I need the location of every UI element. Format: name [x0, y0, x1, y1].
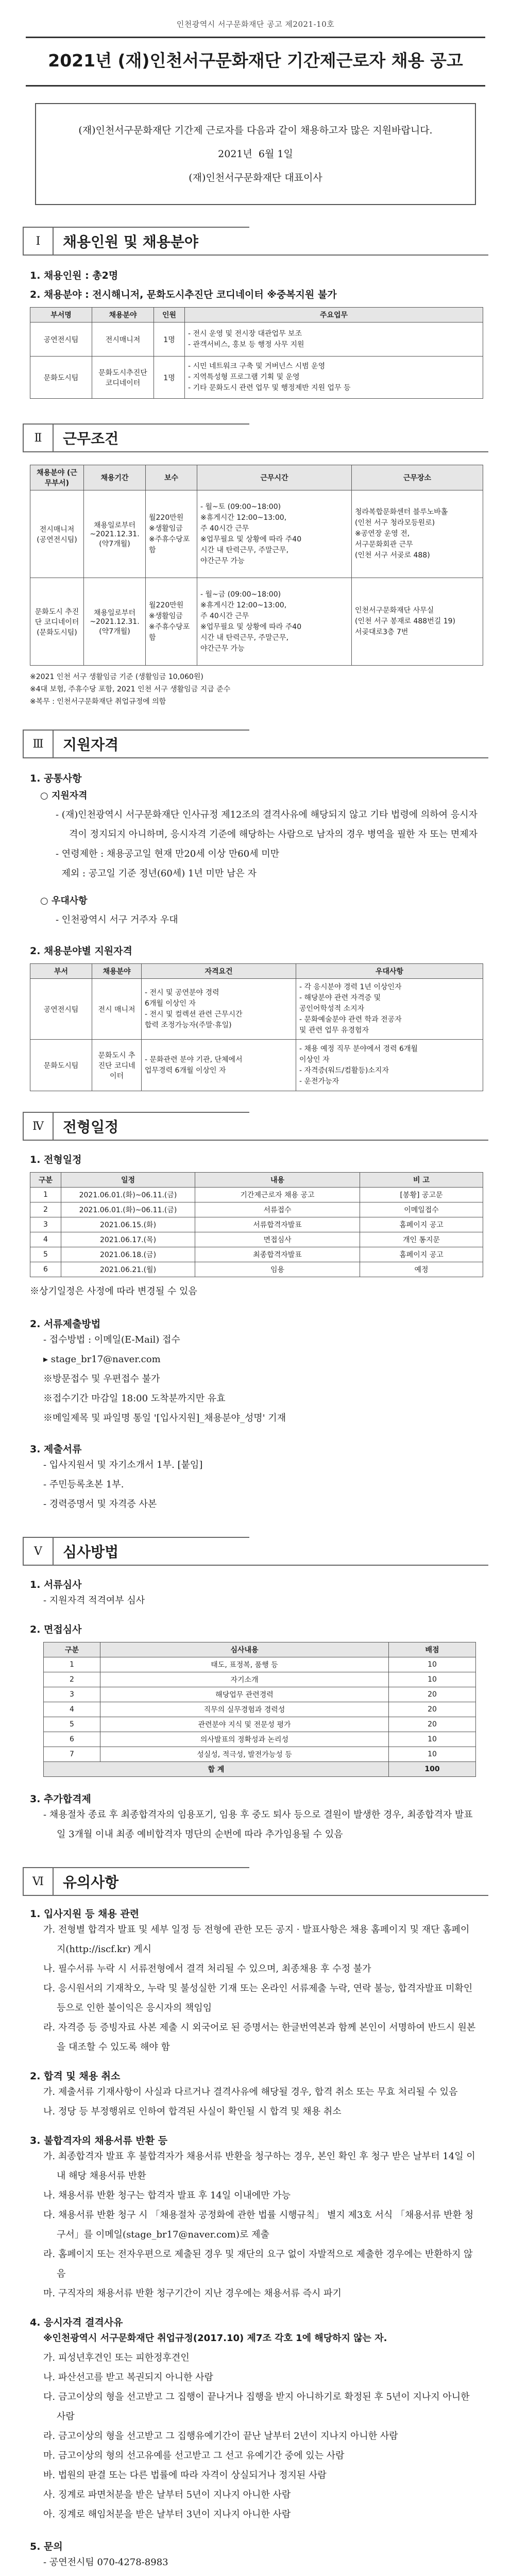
preference-text: - 인천광역시 서구 거주자 우대: [56, 914, 178, 925]
place-line: (인천 서구 청라모등원로): [355, 519, 435, 527]
note-item: 가. 전형별 합격자 발표 및 세부 일정 등 전형에 관한 모든 공지 · 발표사항은 채용 홈페이지 및 재단 홈페이지(http://iscf.kr) 게시: [43, 1924, 470, 1955]
table-row: [30, 1188, 483, 1202]
cell-preferences: [296, 979, 483, 1040]
req-line: - 전시 및 컬렉션 관련 근무시간: [145, 1010, 243, 1019]
note-item: 다. 채용서류 반환 청구 시 「채용절차 공정화에 관한 법률 시행규칙」 별지 제3호 서식 「채용서류 반환 청구서」를 이메일(stage_br17@naver.com)로 제출: [43, 2210, 474, 2240]
req-line: 합력 조정가능자(주말·휴일): [145, 1021, 232, 1029]
section-header-4: [23, 1112, 249, 1141]
table-row: [30, 578, 483, 666]
submission-title: 2. 서류제출방법: [30, 1318, 101, 1330]
table-header: 채용분야 (근무부서): [30, 465, 84, 490]
note-item: 나. 파산선고를 받고 복권되지 아니한 사람: [43, 2372, 213, 2383]
pay-line: 월220만원: [149, 601, 184, 609]
cell-no: 4: [30, 1232, 61, 1247]
apply-notes-list: [43, 1920, 488, 2057]
table-row: [44, 1717, 476, 1732]
conditions-notes: [30, 671, 488, 708]
submission-line: ※방문접수 및 우편접수 불가: [43, 1374, 160, 1384]
cell-content: 직무의 실무경험과 경력성: [100, 1702, 389, 1717]
cell-content: 성실성, 적극성, 발전가능성 등: [100, 1747, 389, 1762]
table-header: 일정: [61, 1173, 195, 1188]
cell-no: 3: [30, 1217, 61, 1232]
cell-score: 10: [389, 1747, 476, 1762]
disqualification-list: [43, 2329, 488, 2524]
preference-title: ○ 우대사항: [40, 895, 88, 906]
cell-content: 임용: [195, 1262, 360, 1277]
pay-line: 월220만원: [149, 513, 184, 522]
cancel-list: [43, 2082, 488, 2122]
cell-field: 문화도시추진단 코디네이터: [92, 357, 154, 399]
table-row: [30, 1232, 483, 1247]
interview-title: 2. 면접심사: [30, 1624, 82, 1635]
schedule-table: [30, 1172, 483, 1277]
pref-line: - 문화예술분야 관련 학과 전공자: [299, 1015, 402, 1024]
submission-line: - 접수방법 : 이메일(E-Mail) 접수: [43, 1334, 180, 1345]
cell-place: [352, 578, 483, 666]
note-line: ※4대 보험, 주휴수당 포함, 2021 인천 서구 생활임금 지급 준수: [30, 685, 231, 693]
documents-title: 3. 제출서류: [30, 1444, 82, 1455]
cell-no: 7: [44, 1747, 100, 1762]
place-line: 서곶대로3층 7번: [355, 628, 408, 636]
place-line: 청라복합문화센터 블루노바홀: [355, 508, 448, 516]
duty-line: - 관객서비스, 홍보 등 행정 사무 지원: [188, 340, 304, 349]
pref-line: 및 관련 업무 유경험자: [299, 1026, 369, 1035]
age-limit: - 연령제한 : 채용공고일 현재 만20세 이상 만60세 미만: [56, 849, 280, 859]
cell-field: 전시매니저 (공연전시팀): [30, 490, 84, 578]
cell-hours: [197, 578, 352, 666]
hours-line: ※휴게시간 12:00~13:00,: [200, 513, 287, 522]
note-item: 가. 피성년후견인 또는 피한정후견인: [43, 2352, 190, 2363]
cell-field: 전시 매니저: [92, 979, 142, 1040]
eligibility-text: - (재)인천광역시 서구문화재단 인사규정 제12조의 결격사유에 해당되지 않고 기타 법령에 의하여 응시자격이 정지되지 아니하며, 응시자격 기준에 해당하는 사람으로 남자의 경우 병역을 필한 자 또는 면제자: [56, 809, 478, 840]
interview-table: [43, 1642, 476, 1777]
note-item: 나. 정당 등 부정행위로 인하여 합격된 사실이 확인될 시 합격 및 채용 취소: [43, 2106, 342, 2117]
cell-no: 3: [44, 1687, 100, 1702]
table-row: [30, 1247, 483, 1262]
section-number: Ⅴ: [24, 1538, 54, 1565]
cell-score: 10: [389, 1732, 476, 1747]
hours-line: ※업무필요 및 상황에 따라 주40: [200, 535, 302, 544]
note-item: 마. 구직자의 채용서류 반환 청구기간이 지난 경우에는 채용서류 즉시 파기: [43, 2288, 342, 2299]
note-item: 사. 징계로 파면처분을 받은 날부터 5년이 지나지 아니한 사람: [43, 2489, 291, 2500]
documents-list: [43, 1455, 488, 1514]
cell-no: 1: [30, 1188, 61, 1202]
pref-line: - 해당분야 관련 자격증 및: [299, 994, 381, 1002]
field-qual-title: 2. 채용분야별 지원자격: [30, 945, 132, 957]
table-header: 인원: [154, 308, 185, 323]
req-line: - 전시 및 공연분야 경력: [145, 988, 219, 997]
cell-no: 6: [30, 1262, 61, 1277]
cell-note: [봉황] 공고문: [360, 1188, 483, 1202]
hours-line: 주 40시간 근무: [200, 612, 249, 620]
section-divider: [23, 1565, 488, 1566]
cell-pay: [146, 490, 197, 578]
submission-list: [43, 1330, 488, 1428]
submission-line: ※접수기간 마감일 18:00 도착분까지만 유효: [43, 1393, 226, 1404]
section-header-3: [23, 730, 249, 758]
note-item: 나. 필수서류 누락 시 서류전형에서 결격 처리될 수 있으며, 최종채용 후 수정 불가: [43, 1963, 371, 1974]
section-header-1: [23, 227, 249, 256]
place-line: (인천 서구 봉재로 488번길 19): [355, 617, 455, 625]
cell-period: 채용일로부터 ~2021.12.31. (약7개월): [84, 490, 146, 578]
table-row: [44, 1702, 476, 1717]
table-header: 구분: [30, 1173, 61, 1188]
cell-note: 홈페이지 공고: [360, 1217, 483, 1232]
cell-pay: [146, 578, 197, 666]
document-line: - 주민등록초본 1부.: [43, 1479, 124, 1490]
table-header: 심사내용: [100, 1642, 389, 1657]
table-row: [44, 1687, 476, 1702]
cell-no: 5: [30, 1247, 61, 1262]
table-row: [30, 1262, 483, 1277]
table-header: 부서: [30, 964, 92, 979]
table-row: [44, 1657, 476, 1672]
total-score: 100: [389, 1762, 476, 1777]
contact-line: [43, 2572, 478, 2576]
cell-requirements: [142, 1040, 296, 1091]
place-line: 인천서구문화재단 사무실: [355, 606, 434, 615]
cell-hours: [197, 490, 352, 578]
hours-line: ※업무필요 및 상황에 따라 주40: [200, 622, 302, 631]
note-item: 라. 금고이상의 형을 선고받고 그 집행유예기간이 끝난 날부터 2년이 지나지 아니한 사람: [43, 2431, 398, 2442]
recruit-table: [30, 307, 483, 399]
table-header: 배점: [389, 1642, 476, 1657]
cell-note: 홈페이지 공고: [360, 1247, 483, 1262]
hours-line: ※휴게시간 12:00~13:00,: [200, 601, 287, 609]
cell-date: 2021.06.17.(목): [61, 1232, 195, 1247]
cell-date: 2021.06.21.(월): [61, 1262, 195, 1277]
place-line: 서구문화회관 근무: [355, 540, 413, 549]
table-header: 비 고: [360, 1173, 483, 1188]
cell-content: 최종합격자발표: [195, 1247, 360, 1262]
cell-no: 1: [44, 1657, 100, 1672]
table-row: [30, 1202, 483, 1217]
notice-signer: (재)인천서구문화재단 대표이사: [189, 172, 322, 183]
cell-period: 채용일로부터 ~2021.12.31. (약7개월): [84, 578, 146, 666]
cell-field: 전시매니저: [92, 323, 154, 357]
cell-preferences: [296, 1040, 483, 1091]
cell-dept: 공연전시팀: [30, 979, 92, 1040]
cell-field: 문화도시 추진단 코디네이터 (문화도시팀): [30, 578, 84, 666]
contact-line: - 공연전시팀 070-4278-8983: [43, 2557, 168, 2568]
section-title: 지원자격: [63, 736, 119, 753]
pay-line: ※생활임금: [149, 612, 183, 620]
req-line: 업무경력 6개월 이상인 자: [145, 1066, 226, 1075]
table-header: 채용기간: [84, 465, 146, 490]
cell-content: 태도, 표정복, 품행 등: [100, 1657, 389, 1672]
cell-requirements: [142, 979, 296, 1040]
table-header: 내용: [195, 1173, 360, 1188]
table-row: [44, 1672, 476, 1687]
table-header: 부서명: [30, 308, 92, 323]
pref-line: - 채용 예정 직무 분야에서 경력 6개월: [299, 1044, 418, 1053]
contact-title: 5. 문의: [30, 2541, 63, 2552]
cell-no: 6: [44, 1732, 100, 1747]
page-title: 2021년 (재)인천서구문화재단 기간제근로자 채용 공고: [26, 37, 485, 87]
notice-intro: (재)인천서구문화재단 기간제 근로자를 다음과 같이 채용하고자 많은 지원바랍니다.: [78, 125, 433, 136]
cell-no: 2: [30, 1202, 61, 1217]
notice-date: 2021년 6월 1일: [218, 148, 293, 160]
section-title: 근무조건: [63, 430, 119, 447]
cell-date: 2021.06.18.(금): [61, 1247, 195, 1262]
qualification-table: [30, 963, 483, 1091]
note-item: 라. 자격증 등 증빙자료 사본 제출 시 외국어로 된 증명서는 한글번역본과 함께 본인이 서명하여 반드시 원본을 대조할 수 있도록 해야 함: [43, 2022, 476, 2053]
table-row: [44, 1747, 476, 1762]
cell-content: 기간제근로자 채용 공고: [195, 1188, 360, 1202]
hours-line: 야간근무 가능: [200, 556, 245, 565]
cell-duties: [185, 357, 483, 399]
section-header-2: [23, 423, 249, 452]
apply-notes-title: 1. 입사지원 등 채용 관련: [30, 1908, 140, 1920]
notice-box: [35, 103, 476, 205]
table-row: [30, 979, 483, 1040]
table-row: [30, 1040, 483, 1091]
cell-place: [352, 490, 483, 578]
doc-review-title: 1. 서류심사: [30, 1579, 82, 1590]
note-item: 다. 응시원서의 기재착오, 누락 및 불성실한 기재 또는 온라인 서류제출 누락, 연락 불능, 합격자발표 미확인 등으로 인한 불이익은 응시자의 책임임: [43, 1983, 473, 2013]
common-title: 1. 공통사항: [30, 773, 82, 784]
note-line: ※복무 : 인천서구문화재단 취업규정에 의함: [30, 698, 166, 706]
pay-line: ※주휴수당포함: [149, 622, 190, 642]
doc-review-text: - 지원자격 적격여부 심사: [43, 1595, 145, 1606]
document-line: - 입사지원서 및 자기소개서 1부. [붙임]: [43, 1460, 203, 1470]
section-number: Ⅱ: [24, 425, 54, 451]
section-divider: [23, 1140, 488, 1141]
return-list: [43, 2147, 488, 2303]
hours-line: - 월~토 (09:00~18:00): [200, 502, 281, 511]
hours-line: 시간 내 탄력근무, 주말근무,: [200, 546, 289, 554]
section-number: Ⅵ: [24, 1868, 54, 1895]
note-item: 가. 제출서류 기재사항이 사실과 다르거나 결격사유에 해당될 경우, 합격 취소 또는 무효 처리될 수 있음: [43, 2087, 458, 2097]
cell-score: 20: [389, 1717, 476, 1732]
cell-date: 2021.06.01.(화)~06.11.(금): [61, 1202, 195, 1217]
req-line: - 문화관련 분야 기관, 단체에서: [145, 1055, 243, 1064]
pref-line: - 운전가능자: [299, 1077, 339, 1086]
cell-content: 서류합격자발표: [195, 1217, 360, 1232]
duty-line: - 전시 운영 및 전시장 대관업무 보조: [188, 329, 302, 338]
note-item: 마. 금고이상의 형의 선고유예를 선고받고 그 선고 유예기간 중에 있는 사람: [43, 2450, 345, 2461]
cell-score: 20: [389, 1687, 476, 1702]
note-item: 다. 금고이상의 형을 선고받고 그 집행이 끝나거나 집행을 받지 아니하기로 확정된 후 5년이 지나지 아니한 사람: [43, 2392, 470, 2422]
section-title: 유의사항: [63, 1874, 119, 1891]
hours-line: 야간근무 가능: [200, 644, 245, 653]
pref-line: - 각 응시분야 경력 1년 이상인자: [299, 983, 402, 991]
table-header: 자격요건: [142, 964, 296, 979]
cell-score: 10: [389, 1672, 476, 1687]
table-row: [44, 1732, 476, 1747]
cell-note: 개인 통지문: [360, 1232, 483, 1247]
return-title: 3. 불합격자의 채용서류 반환 등: [30, 2135, 168, 2146]
cell-content: 관련분야 지식 및 전문성 평가: [100, 1717, 389, 1732]
pref-line: 이상인 자: [299, 1055, 330, 1064]
table-row: [30, 1217, 483, 1232]
additional-pass-title: 3. 추가합격제: [30, 1793, 91, 1805]
section-number: Ⅰ: [24, 228, 54, 255]
table-total-row: [44, 1762, 476, 1777]
table-header: 구분: [44, 1642, 100, 1657]
note-item: 아. 징계로 해임처분을 받은 날부터 3년이 지나지 아니한 사람: [43, 2509, 291, 2520]
cell-note: 예정: [360, 1262, 483, 1277]
table-header: 근무장소: [352, 465, 483, 490]
cell-score: 20: [389, 1702, 476, 1717]
cell-content: 서류접수: [195, 1202, 360, 1217]
cancel-title: 2. 합격 및 채용 취소: [30, 2071, 121, 2082]
section-header-5: [23, 1537, 249, 1566]
req-line: 6개월 이상인 자: [145, 999, 196, 1008]
recruit-count: 1. 채용인원 : 총2명: [30, 270, 118, 281]
pref-line: 공인어학성적 소지자: [299, 1005, 365, 1013]
cell-count: 1명: [154, 357, 185, 399]
submission-email: ▸ stage_br17@naver.com: [43, 1354, 161, 1365]
section-divider: [23, 451, 488, 452]
duty-line: - 지역특성형 프로그램 기획 및 운영: [188, 373, 300, 381]
contact-list: [43, 2553, 488, 2576]
table-row: [30, 490, 483, 578]
table-header: 근무시간: [197, 465, 352, 490]
cell-note: 이메일접수: [360, 1202, 483, 1217]
cell-dept: 문화도시팀: [30, 357, 92, 399]
cell-field: 문화도시 추진단 코디네이터: [92, 1040, 142, 1091]
cell-score: 10: [389, 1657, 476, 1672]
place-line: (인천 서구 서곶로 488): [355, 551, 430, 560]
section-title: 채용인원 및 채용분야: [63, 233, 198, 250]
note-item: 바. 법원의 판결 또는 다른 법률에 따라 자격이 상실되거나 정지된 사람: [43, 2470, 327, 2481]
additional-pass-text: - 채용절차 종료 후 최종합격자의 임용포기, 임용 후 중도 퇴사 등으로 결원이 발생한 경우, 최종합격자 발표일 3개월 이내 최종 예비합격자 명단의 순번에 따라 추가임용될 수 있음: [43, 1809, 473, 1840]
cell-content: 해당업무 관련경력: [100, 1687, 389, 1702]
cell-no: 2: [44, 1672, 100, 1687]
retirement-exclusion: 제외 : 공고일 기준 정년(60세) 1년 미만 남은 자: [56, 868, 257, 879]
cell-no: 4: [44, 1702, 100, 1717]
cell-count: 1명: [154, 323, 185, 357]
schedule-title: 1. 전형일정: [30, 1154, 82, 1165]
section-divider: [23, 255, 488, 256]
submission-line: ※메일제목 및 파일명 통일 '[입사지원]_채용분야_성명' 기재: [43, 1413, 286, 1423]
hours-line: 주 40시간 근무: [200, 524, 249, 533]
place-line: ※공연장 운영 전,: [355, 530, 410, 538]
cell-dept: 공연전시팀: [30, 323, 92, 357]
section-divider: [23, 757, 488, 758]
section-title: 전형일정: [63, 1118, 119, 1136]
note-item: 나. 채용서류 반환 청구는 합격자 발표 후 14일 이내에만 가능: [43, 2190, 291, 2201]
cell-content: 의사발표의 정확성과 논리성: [100, 1732, 389, 1747]
table-row: [30, 323, 483, 357]
section-divider: [23, 1895, 488, 1896]
duty-line: - 시민 네트워크 구축 및 거버넌스 시범 운영: [188, 362, 326, 370]
pay-line: ※생활임금: [149, 524, 183, 533]
cell-date: 2021.06.01.(화)~06.11.(금): [61, 1188, 195, 1202]
note-line: ※2021 인천 서구 생활임금 기준 (생활임금 10,060원): [30, 673, 203, 681]
section-number: Ⅳ: [24, 1113, 54, 1140]
note-item: 가. 최종합격자 발표 후 불합격자가 채용서류 반환을 청구하는 경우, 본인 확인 후 청구 받은 날부터 14일 이내 해당 채용서류 반환: [43, 2151, 475, 2181]
table-row: [30, 357, 483, 399]
section-header-6: [23, 1867, 249, 1896]
conditions-table: [30, 465, 483, 666]
pref-line: - 자격증(워드/컴활등)소지자: [299, 1066, 389, 1075]
hours-line: - 월~금 (09:00~18:00): [200, 590, 281, 599]
table-header: 주요업무: [185, 308, 483, 323]
disqualification-intro: ※인천광역시 서구문화재단 취업규정(2017.10) 제7조 각호 1에 해당하지 않는 자.: [43, 2333, 387, 2344]
table-header: 채용분야: [92, 964, 142, 979]
recruit-fields: 2. 채용분야 : 전시해니저, 문화도시추진단 코디네이터 ※중복지원 불가: [30, 289, 337, 300]
cell-content: 면접심사: [195, 1232, 360, 1247]
eligibility-title: ○ 지원자격: [40, 790, 88, 801]
section-number: Ⅲ: [24, 731, 54, 757]
document-line: - 경력증명서 및 자격증 사본: [43, 1499, 157, 1510]
total-label: 합 계: [44, 1762, 389, 1777]
table-header: 보수: [146, 465, 197, 490]
cell-content: 자기소개: [100, 1672, 389, 1687]
cell-no: 5: [44, 1717, 100, 1732]
section-title: 심사방법: [63, 1544, 119, 1561]
schedule-note: ※상기일정은 사정에 따라 변경될 수 있음: [30, 1286, 197, 1297]
hours-line: 시간 내 탄력근무, 주말근무,: [200, 633, 289, 642]
pay-line: ※주휴수당포함: [149, 535, 190, 554]
table-header: 우대사항: [296, 964, 483, 979]
duty-line: - 기타 문화도시 관련 업무 및 행정제반 지원 업무 등: [188, 384, 351, 392]
cell-duties: [185, 323, 483, 357]
note-item: 라. 홈페이지 또는 전자우편으로 제출된 경우 및 재단의 요구 없이 자발적으로 제출한 경우에는 반환하지 않음: [43, 2249, 473, 2279]
table-header: 채용분야: [92, 308, 154, 323]
cell-dept: 문화도시팀: [30, 1040, 92, 1091]
notice-number: 인천광역시 서구문화재단 공고 제2021-10호: [176, 20, 335, 29]
cell-date: 2021.06.15.(화): [61, 1217, 195, 1232]
disqualification-title: 4. 응시자격 결격사유: [30, 2317, 123, 2328]
